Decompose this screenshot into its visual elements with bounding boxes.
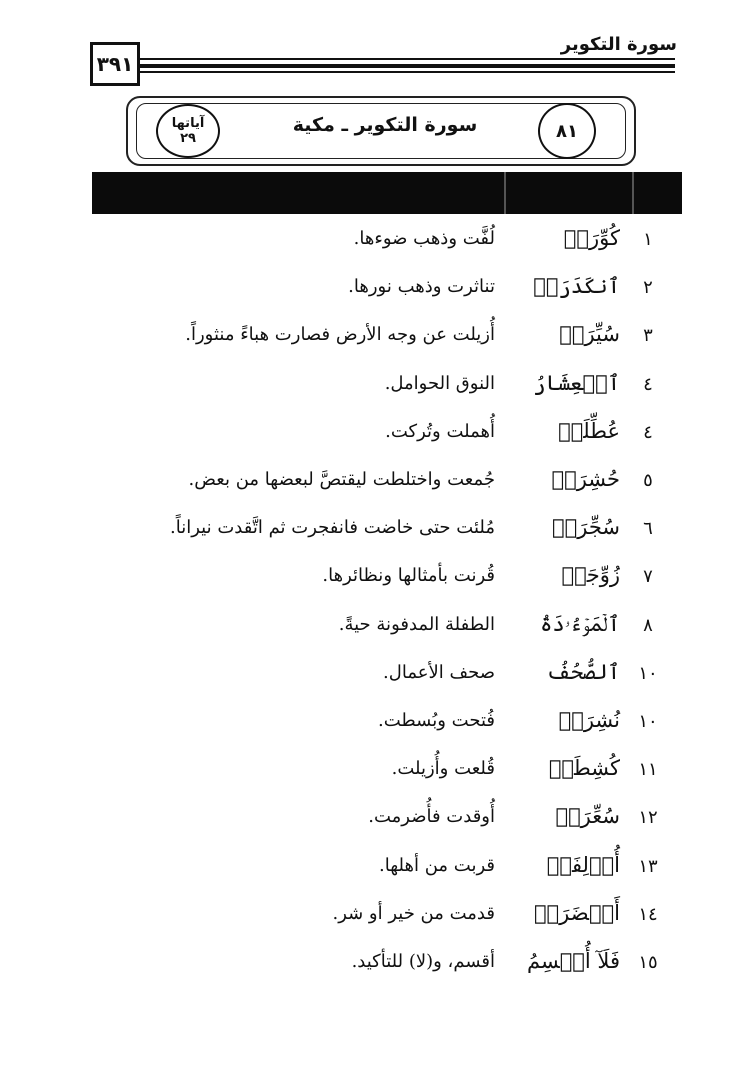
quran-word: ٱنكَدَرَتۡ (533, 274, 620, 298)
verse-number: ١٠ (638, 663, 658, 684)
word-meaning: قربت من أهلها. (379, 855, 495, 876)
page-number: ٣٩١ (90, 42, 140, 86)
quran-word: حُشِرَتۡ (551, 467, 620, 491)
word-meaning: جُمعت واختلطت ليقتصَّ لبعضها من بعض. (188, 469, 495, 490)
word-meaning: صحف الأعمال. (383, 662, 495, 683)
ayat-count-circle (156, 104, 220, 158)
quran-word: عُطِّلَتۡ (558, 419, 620, 443)
surah-number-circle (538, 103, 596, 159)
quran-word: ٱلۡمَوۡءُۥدَةُ (540, 612, 620, 636)
verse-number: ١ (643, 229, 653, 250)
verse-number: ١٣ (638, 856, 658, 877)
quran-word: سُجِّرَتۡ (552, 515, 620, 539)
word-meaning: قُلعت وأُزيلت. (391, 758, 495, 779)
surah-title: سورة التكوير ـ مكية (292, 114, 478, 136)
word-meaning: النوق الحوامل. (384, 373, 495, 394)
verse-number: ١٤ (638, 904, 658, 925)
table-header-divider (632, 172, 634, 214)
quran-word: زُوِّجَتۡ (561, 563, 620, 587)
running-title: سورة التكوير (560, 34, 677, 55)
word-meaning: لُفَّت وذهب ضوءها. (353, 228, 495, 249)
verse-number: ٣ (643, 325, 653, 346)
quran-word: أُزۡلِفَتۡ (546, 853, 620, 877)
verse-number: ٤ (643, 374, 653, 395)
header-rule-thick (140, 64, 675, 68)
header-rule (140, 58, 675, 60)
quran-word: نُشِرَتۡ (558, 708, 620, 732)
table-header-bar (92, 172, 682, 214)
word-meaning: أُوقدت فأُضرمت. (368, 806, 495, 827)
verse-number: ٧ (643, 566, 653, 587)
quran-word: أَحۡضَرَتۡ (533, 901, 620, 925)
header-rule-lower (140, 71, 675, 73)
verse-number: ٢ (643, 277, 653, 298)
verse-number: ١٠ (638, 711, 658, 732)
table-header-divider (504, 172, 506, 214)
surah-number: ٨١ (556, 120, 578, 142)
verse-number: ٨ (643, 615, 653, 636)
word-meaning: أُهملت وتُركت. (385, 421, 495, 442)
word-meaning: الطفلة المدفونة حيةً. (338, 614, 495, 635)
verse-number: ١٢ (638, 807, 658, 828)
quran-word: ٱلصُّحُفُ (546, 660, 620, 684)
word-meaning: أقسم، و(لا) للتأكيد. (351, 951, 495, 972)
ayat-label: آياتها (171, 116, 205, 131)
ayat-count: ٢٩ (180, 131, 196, 146)
word-meaning: مُلئت حتى خاضت فانفجرت ثم اتَّقدت نيراناً. (170, 517, 495, 538)
verse-number: ٥ (643, 470, 653, 491)
word-meaning: أُزيلت عن وجه الأرض فصارت هباءً منثوراً. (185, 324, 495, 345)
quran-word: كُوِّرَتۡ (563, 226, 620, 250)
quran-word: سُيِّرَتۡ (559, 322, 620, 346)
quran-word: كُشِطَتۡ (548, 756, 620, 780)
quran-word: ٱلۡعِشَارُ (533, 371, 620, 395)
verse-number: ٤ (643, 422, 653, 443)
verse-number: ١١ (638, 759, 658, 780)
verse-number: ١٥ (638, 952, 658, 973)
word-meaning: تناثرت وذهب نورها. (348, 276, 495, 297)
word-meaning: قدمت من خير أو شر. (332, 903, 495, 924)
quran-word: فَلَآ أُقۡسِمُ (527, 949, 620, 973)
verse-number: ٦ (643, 518, 653, 539)
quran-word: سُعِّرَتۡ (555, 804, 620, 828)
word-meaning: قُرنت بأمثالها ونظائرها. (322, 565, 495, 586)
word-meaning: فُتحت وبُسطت. (378, 710, 495, 731)
